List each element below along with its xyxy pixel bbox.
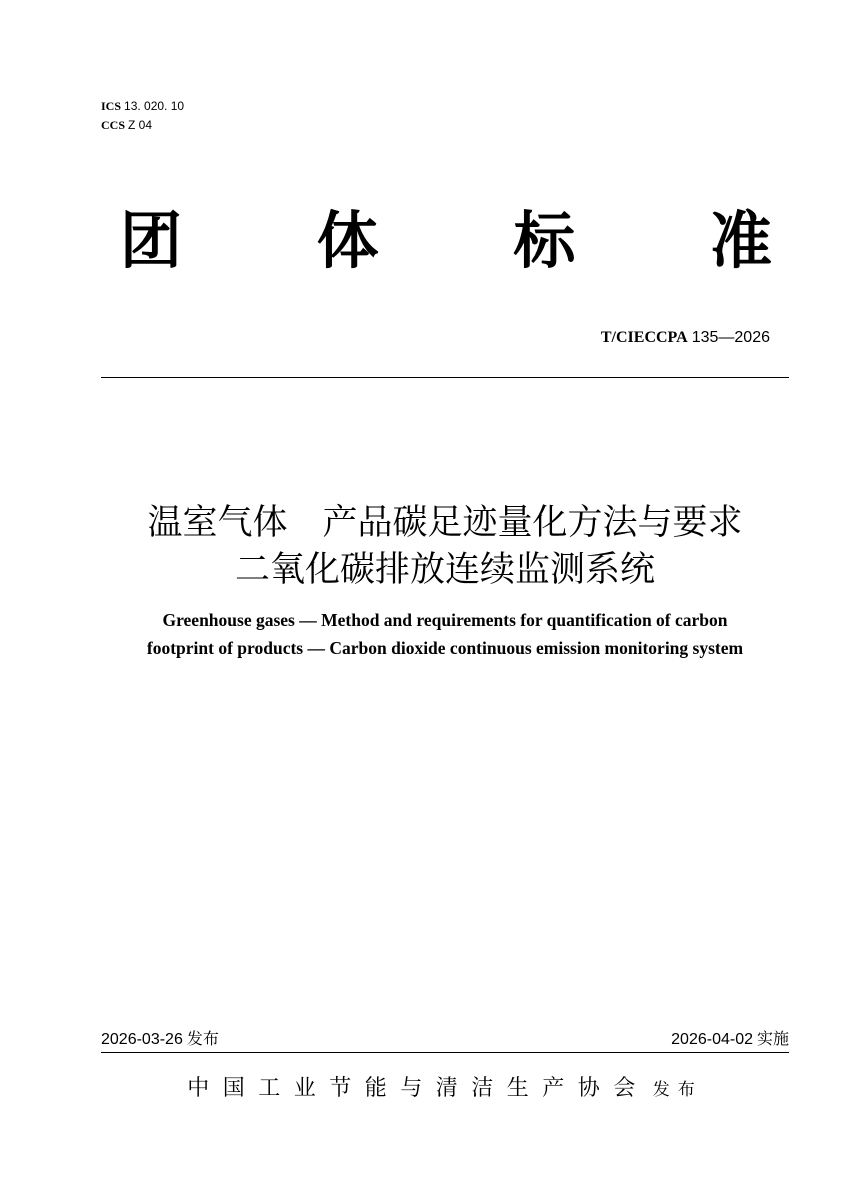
standard-type-heading [120, 206, 772, 276]
footer-divider [101, 1052, 789, 1053]
standard-type-char: 准 [709, 204, 772, 277]
classification-codes [101, 97, 184, 135]
implement-date [671, 1028, 789, 1051]
standard-type-char: 标 [513, 204, 576, 277]
ics-value: 13. 020. 10 [124, 99, 185, 113]
standard-number-value: 135—2026 [691, 329, 770, 346]
ics-code [101, 97, 184, 116]
publish-date-value: 2026-03-26 [101, 1031, 183, 1048]
english-title [45, 606, 845, 662]
chinese-title [101, 500, 789, 594]
publish-date-label: 发布 [186, 1029, 219, 1048]
ics-label: ICS [101, 99, 122, 113]
publisher [101, 1074, 789, 1104]
chinese-title-line-2: 二氧化碳排放连续监测系统 [234, 550, 655, 590]
standard-number-prefix: T/CIECCPA [600, 329, 688, 346]
standard-number [601, 326, 770, 349]
header-divider [101, 377, 789, 378]
ccs-value: Z 04 [128, 118, 153, 132]
standard-type-char: 体 [316, 204, 379, 277]
publisher-name: 中国工业节能与清洁生产协会 [187, 1076, 649, 1101]
english-title-line-2: footprint of products — Carbon dioxide continuous emission monitoring system [146, 638, 744, 658]
english-title-line-1: Greenhouse gases — Method and requirements for quantification of carbon [162, 610, 728, 630]
publish-date [101, 1028, 219, 1051]
ccs-label: CCS [101, 118, 126, 132]
ccs-code [101, 116, 184, 135]
publisher-action: 发布 [652, 1080, 703, 1100]
implement-date-value: 2026-04-02 [671, 1031, 753, 1048]
chinese-title-line-1: 温室气体 产品碳足迹量化方法与要求 [147, 503, 743, 543]
standard-type-char: 团 [120, 204, 183, 277]
implement-date-label: 实施 [756, 1029, 789, 1048]
